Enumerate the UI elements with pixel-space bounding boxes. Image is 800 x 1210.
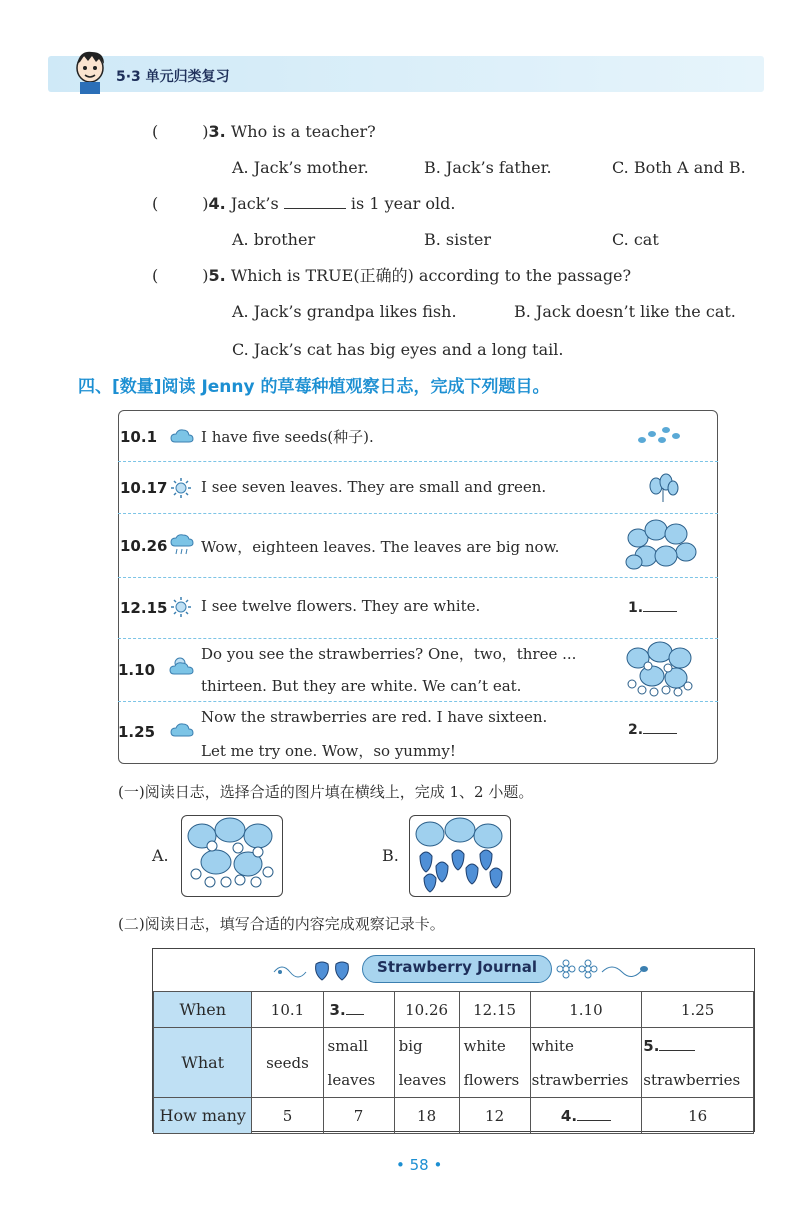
q3-option-a: A. Jack’s mother. [232,158,369,177]
question-number: 3. [208,122,226,141]
white-strawberries-icon [182,816,280,894]
white-strawberries-icon [622,640,698,704]
journal-title: Strawberry Journal [377,958,537,976]
divider [118,461,718,462]
question-3 [152,122,376,142]
what-text: strawberries [643,1070,741,1089]
option-a-label: A. [152,846,169,865]
answer-blank-4[interactable] [530,1098,642,1134]
diary-text: I see seven leaves. They are small and green. [201,478,547,496]
answer-blank-1[interactable] [628,600,677,616]
partly-cloudy-icon [168,656,196,680]
journal-table [153,991,754,1134]
what-cell [530,1028,642,1098]
when-cell: 1.25 [642,992,754,1028]
question-5 [152,266,631,286]
diary-text: I have five seeds(种子). [201,428,374,446]
answer-number: 4. [560,1106,578,1125]
q3-option-b: B. Jack’s father. [424,158,552,177]
diary-text: I see twelve flowers. They are white. [201,597,481,615]
divider [118,638,718,639]
diary-date: 10.17 [120,479,168,497]
seeds-icon [636,424,682,452]
page-header-title: 5·3 单元归类复习 [116,69,230,85]
section-4-title: 四、[数量]阅读 Jenny 的草莓种植观察日志，完成下列题目。 [78,377,550,397]
question-text: Which is TRUE(正确的) according to the passage? [230,266,632,285]
boy-avatar-icon [70,48,110,98]
answer-number: 1. [628,600,644,616]
answer-number: 3. [329,1000,346,1019]
sprout-icon [646,472,680,508]
answer-number: 5. [643,1036,660,1055]
question-text: Who is a teacher? [230,122,376,141]
leaves-icon [624,516,698,578]
answer-paren-close: ) [202,194,209,213]
when-cell: 1.10 [530,992,642,1028]
answer-blank-5[interactable] [642,1028,754,1098]
page-number: • 58 • [396,1156,443,1174]
diary-date: 10.26 [120,537,168,555]
question-text-after: is 1 year old. [350,194,456,213]
diary-date: 10.1 [120,428,158,446]
option-a-picture[interactable] [181,815,283,897]
what-text: seeds [266,1053,309,1072]
what-cell [323,1028,394,1098]
q5-option-a: A. Jack’s grandpa likes fish. [232,302,457,321]
when-row [154,992,754,1028]
how-many-cell: 16 [642,1098,754,1134]
what-cell [252,1028,323,1098]
red-strawberries-icon [410,816,508,894]
when-cell: 10.26 [394,992,459,1028]
row-label-what: What [154,1028,252,1098]
answer-paren-close: ) [202,122,209,141]
q3-option-c: C. Both A and B. [612,158,746,177]
diary-text: Do you see the strawberries? One，two，three ... [201,645,577,663]
diary-date: 1.25 [118,723,156,741]
row-label-when: When [154,992,252,1028]
question-4 [152,194,455,214]
q4-option-c: C. cat [612,230,659,249]
row-label-how-many: How many [154,1098,252,1134]
diary-date: 1.10 [118,661,156,679]
when-cell: 12.15 [459,992,530,1028]
what-cell [459,1028,530,1098]
how-many-cell: 5 [252,1098,323,1134]
diary-text-line2: Let me try one. Wow，so yummy! [201,742,456,760]
part1-instruction: (一)阅读日志，选择合适的图片填在横线上，完成 1、2 小题。 [118,783,534,801]
diary-text: Wow，eighteen leaves. The leaves are big now. [201,538,560,556]
flower-vine-decoration-icon [556,958,652,984]
q4-option-a: A. brother [232,230,316,249]
question-number: 5. [208,266,226,285]
rainy-icon [170,534,194,560]
option-b-label: B. [382,846,399,865]
when-cell: 10.1 [252,992,323,1028]
what-row [154,1028,754,1098]
diary-text: Now the strawberries are red. I have sixteen. [201,708,548,726]
what-text: leaves [327,1070,376,1089]
what-text: small [327,1036,368,1055]
cloudy-icon [170,428,194,448]
what-text: leaves [398,1070,447,1089]
diary-text-line2: thirteen. But they are white. We can’t eat. [201,677,522,695]
q4-option-b: B. sister [424,230,492,249]
how-many-cell: 12 [459,1098,530,1134]
q5-option-b: B. Jack doesn’t like the cat. [514,302,736,321]
how-many-cell: 18 [394,1098,459,1134]
vine-decoration-icon [272,958,362,986]
what-text: white [463,1036,506,1055]
answer-number: 2. [628,722,644,738]
question-text-before: Jack’s [230,194,279,213]
question-number: 4. [208,194,226,213]
what-text: big [398,1036,423,1055]
q5-option-c: C. Jack’s cat has big eyes and a long tail. [232,340,564,359]
diary-date: 12.15 [120,599,168,617]
how-many-cell: 7 [323,1098,394,1134]
what-text: white [531,1036,574,1055]
what-text: flowers [463,1070,520,1089]
what-cell [394,1028,459,1098]
answer-paren-open: ( [152,266,159,285]
fill-blank[interactable] [284,195,346,209]
what-text: strawberries [531,1070,629,1089]
option-b-picture[interactable] [409,815,511,897]
divider [118,513,718,514]
answer-blank-3[interactable] [323,992,394,1028]
answer-paren-close: ) [202,266,209,285]
part2-instruction: (二)阅读日志，填写合适的内容完成观察记录卡。 [118,915,445,933]
sunny-icon [170,477,192,503]
sunny-icon [170,596,192,622]
cloudy-icon [170,722,194,742]
answer-paren-open: ( [152,122,159,141]
answer-paren-open: ( [152,194,159,213]
how-many-row [154,1098,754,1134]
answer-blank-2[interactable] [628,722,677,738]
